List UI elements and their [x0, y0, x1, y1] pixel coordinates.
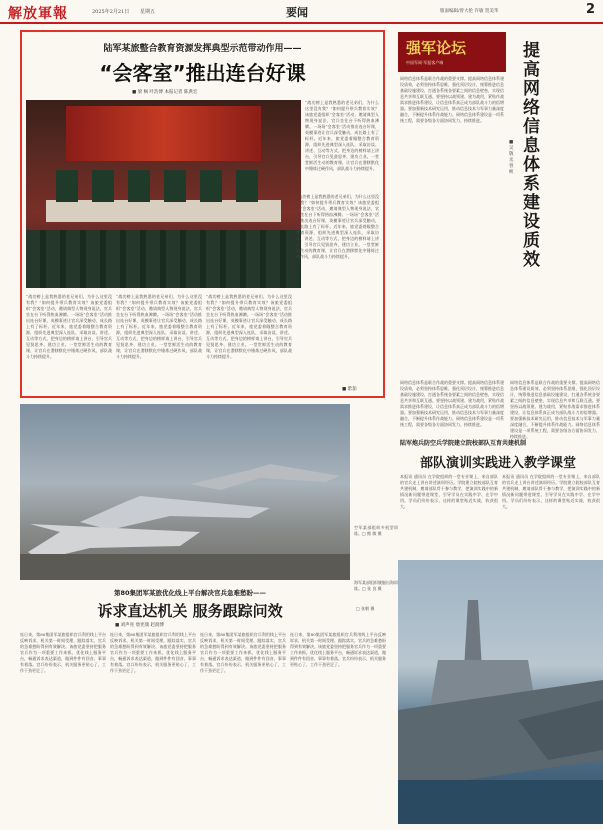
article3-kicker: 第80集团军某旅优化线上平台解决官兵急难愁盼——	[113, 589, 267, 597]
ship-photo	[398, 560, 603, 824]
jets-photo	[20, 404, 350, 580]
article3-byline: ■ 刘声亮 詹宪康 赵润博	[115, 623, 165, 628]
panelists	[56, 170, 271, 202]
masthead-date: 2025年2月21日	[92, 9, 130, 15]
lead-body-col4: “战功榜上是我熟悉的老兄弟们，为什么这里没有我？”如何提升带兵教育实效？该旅党委组织“会客室”活动，邀请典型人物现身说法，官兵坐在台下听得热血沸腾。一场场“会客室”活动推出连台好课，英模事迹让官兵深受触动，成长路上有了标杆。近年来，旅党委着眼整合教育资源，组织先进典型深入连队，采取访谈、讲述、互动等方式，把身边的榜样请上讲台，引导官兵见贤思齐、建功立业。一堂堂鲜活生动的教育课，让官兵在潜移默化中锤炼过硬作风，部队战斗力持续提升。	[296, 194, 379, 259]
lead-body-col2: “战功榜上是我熟悉的老兄弟们，为什么这里没有我？”如何提升带兵教育实效？该旅党委组织“会客室”活动，邀请典型人物现身说法，官兵坐在台下听得热血沸腾。一场场“会客室”活动推出连台好课，英模事迹让官兵深受触动，成长路上有了标杆。近年来，旅党委着眼整合教育资源，组织先进典型深入连队，采取访谈、讲述、互动等方式，把身边的榜样请上讲台，引导官兵见贤思齐、建功立业。一堂堂鲜活生动的教育课，让官兵在潜移默化中锤炼过硬作风，部队战斗力持续提升。	[116, 294, 202, 359]
runway	[20, 554, 350, 580]
lead-article[interactable]	[20, 30, 385, 398]
stage-table	[46, 200, 281, 222]
forum-banner	[398, 32, 506, 72]
lead-byline: ■ 梁 枫 叶浩博 本报记者 陈典宏	[132, 90, 198, 95]
masthead	[0, 0, 603, 24]
sea	[398, 780, 603, 824]
ship-mast	[464, 600, 482, 670]
jet-back	[190, 464, 340, 490]
article3-body-1: 连日来，第80集团军某旅组织官兵利用线上平台反映诉求，机关第一时间受理、跟踪落实，官兵的急难愁盼得到有效解决。该旅党委坚持把服务官兵作为一项重要工作来抓，优化线上服务平台，畅通诉求表达渠道，做到件件有回音、事事有着落。官兵纷纷表示，机关服务更贴心了，工作干劲更足了。	[20, 632, 106, 673]
lead-reporter: ■ 紫茄	[342, 387, 357, 392]
article3-body-3: 连日来，第80集团军某旅组织官兵利用线上平台反映诉求，机关第一时间受理、跟踪落实，官兵的急难愁盼得到有效解决。该旅党委坚持把服务官兵作为一项重要工作来抓，优化线上服务平台，畅通诉求表达渠道，做到件件有回音、事事有着落。官兵纷纷表示，机关服务更贴心了，工作干劲更足了。	[200, 632, 286, 673]
article2-kicker: 陆军炮兵防空兵学院建立院校部队互育共建机制	[400, 440, 527, 447]
lead-body-col3: “战功榜上是我熟悉的老兄弟们，为什么这里没有我？”如何提升带兵教育实效？该旅党委组织“会客室”活动，邀请典型人物现身说法，官兵坐在台下听得热血沸腾。一场场“会客室”活动推出连台好课，英模事迹让官兵深受触动，成长路上有了标杆。近年来，旅党委着眼整合教育资源，组织先进典型深入连队，采取访谈、讲述、互动等方式，把身边的榜样请上讲台，引导官兵见贤思齐、建功立业。一堂堂鲜活生动的教育课，让官兵在潜移默化中锤炼过硬作风，部队战斗力持续提升。	[206, 294, 292, 359]
lead-body-right: “战功榜上是我熟悉的老兄弟们，为什么这里没有我？”如何提升带兵教育实效？该旅党委组织“会客室”活动，邀请典型人物现身说法，官兵坐在台下听得热血沸腾。一场场“会客室”活动推出连台好课，英模事迹让官兵深受触动，成长路上有了标杆。近年来，旅党委着眼整合教育资源，组织先进典型深入连队，采取访谈、讲述、互动等方式，把身边的榜样请上讲台，引导官兵见贤思齐、建功立业。一堂堂鲜活生动的教育课，让官兵在潜移默化中锤炼过硬作风，部队战斗力持续提升。	[305, 100, 379, 171]
masthead-logo: 解放軍報	[8, 6, 68, 22]
masthead-weekday: 星期五	[140, 9, 156, 15]
ship-illustration	[398, 560, 603, 824]
article2-photo-caption: □ 张朝 摄	[356, 606, 375, 611]
article2-title: 部队演训实践进入教学课堂	[420, 456, 577, 471]
forum-author: ■ 吴敬丞 曾桢	[509, 140, 514, 175]
stage-screen	[66, 106, 261, 161]
forum-banner-title: 强军论坛	[406, 39, 467, 57]
jets-illustration	[20, 404, 350, 580]
forum-body-a: 网络信息体系是联合作战的重要支撑。提高网络信息体系建设质效，必须坚持体系思维，强化顶层设计，统筹推进信息基础设施建设，打通各系统各要素之间的信息壁垒，实现信息共享和互联互通。要坚持以战领建、建为战用，紧贴作战需求推进体系建设，让信息体系真正成为部队战斗力的倍增器。要加强新技术研究运用，推动信息技术与军事力量深度融合，不断提升体系作战能力。网络信息体系建设是一项系统工程，需要各级各方面协同发力、持续推进。	[400, 76, 504, 123]
article3-title: 诉求直达机关 服务跟踪问效	[97, 602, 283, 620]
lead-title: “会客室”推出连台好课	[99, 61, 306, 85]
lead-kicker: 陆军某旅整合教育资源发挥典型示范带动作用——	[103, 44, 302, 54]
forum-body-b: 网络信息体系是联合作战的重要支撑。提高网络信息体系建设质效，必须坚持体系思维，强化顶层设计，统筹推进信息基础设施建设，打通各系统各要素之间的信息壁垒，实现信息共享和互联互通。要坚持以战领建、建为战用，紧贴作战需求推进体系建设，让信息体系真正成为部队战斗力的倍增器。要加强新技术研究运用，推动信息技术与军事力量深度融合，不断提升体系作战能力。网络信息体系建设是一项系统工程，需要各级各方面协同发力、持续推进。	[510, 380, 600, 439]
article2-body-1: 本报讯 通讯员 在学院组织的一堂专业课上，来自部队的官兵走上讲台讲述演训经历。学院建立院校部队互育共建机制，邀请部队骨干参与教学，把演训实践中的新情况新问题带进课堂，引导学员在实践中学、在学中用。学员们纷纷表示，这样的课堂贴近实战，收获很大。	[400, 474, 498, 509]
article3-body-4: 连日来，第80集团军某旅组织官兵利用线上平台反映诉求，机关第一时间受理、跟踪落实，官兵的急难愁盼得到有效解决。该旅党委坚持把服务官兵作为一项重要工作来抓，优化线上服务平台，畅通诉求表达渠道，做到件件有回音、事事有着落。官兵纷纷表示，机关服务更贴心了，工作干劲更足了。	[290, 632, 386, 667]
jet-middle	[80, 496, 270, 530]
forum-body-c: 网络信息体系是联合作战的重要支撑。提高网络信息体系建设质效，必须坚持体系思维，强化顶层设计，统筹推进信息基础设施建设，打通各系统各要素之间的信息壁垒，实现信息共享和互联互通。要坚持以战领建、建为战用，紧贴作战需求推进体系建设，让信息体系真正成为部队战斗力的倍增器。要加强新技术研究运用，推动信息技术与军事力量深度融合，不断提升体系作战能力。网络信息体系建设是一项系统工程，需要各级各方面协同发力、持续推进。	[400, 380, 504, 427]
forum-headline: 提高网络信息体系建设质效	[523, 41, 540, 270]
lead-photo	[26, 100, 301, 288]
section-title: 要闻	[286, 6, 308, 19]
ship-caption: 海军某部组织舰艇出海训练。□ 张 良 摄	[354, 580, 398, 591]
page-number: 2	[586, 2, 596, 17]
editor-line: 版面编辑/曾大伦 许敏 贺美华	[440, 9, 499, 14]
lead-body-col1: “战功榜上是我熟悉的老兄弟们，为什么这里没有我？”如何提升带兵教育实效？该旅党委组织“会客室”活动，邀请典型人物现身说法，官兵坐在台下听得热血沸腾。一场场“会客室”活动推出连台好课，英模事迹让官兵深受触动，成长路上有了标杆。近年来，旅党委着眼整合教育资源，组织先进典型深入连队，采取访谈、讲述、互动等方式，把身边的榜样请上讲台，引导官兵见贤思齐、建功立业。一堂堂鲜活生动的教育课，让官兵在潜移默化中锤炼过硬作风，部队战斗力持续提升。	[26, 294, 112, 359]
forum-banner-sub: 中国军网·军报客户端	[406, 60, 444, 65]
jets-caption: 空军某部组织多机型训练。□ 熊 敏 摄	[354, 525, 398, 536]
article3-body-2: 连日来，第80集团军某旅组织官兵利用线上平台反映诉求，机关第一时间受理、跟踪落实，官兵的急难愁盼得到有效解决。该旅党委坚持把服务官兵作为一项重要工作来抓，优化线上服务平台，畅通诉求表达渠道，做到件件有回音、事事有着落。官兵纷纷表示，机关服务更贴心了，工作干劲更足了。	[110, 632, 196, 673]
article2-body-2: 本报讯 通讯员 在学院组织的一堂专业课上，来自部队的官兵走上讲台讲述演训经历。学院建立院校部队互育共建机制，邀请部队骨干参与教学，把演训实践中的新情况新问题带进课堂，引导学员在实践中学、在学中用。学员们纷纷表示，这样的课堂贴近实战，收获很大。	[502, 474, 600, 509]
audience	[26, 230, 301, 288]
